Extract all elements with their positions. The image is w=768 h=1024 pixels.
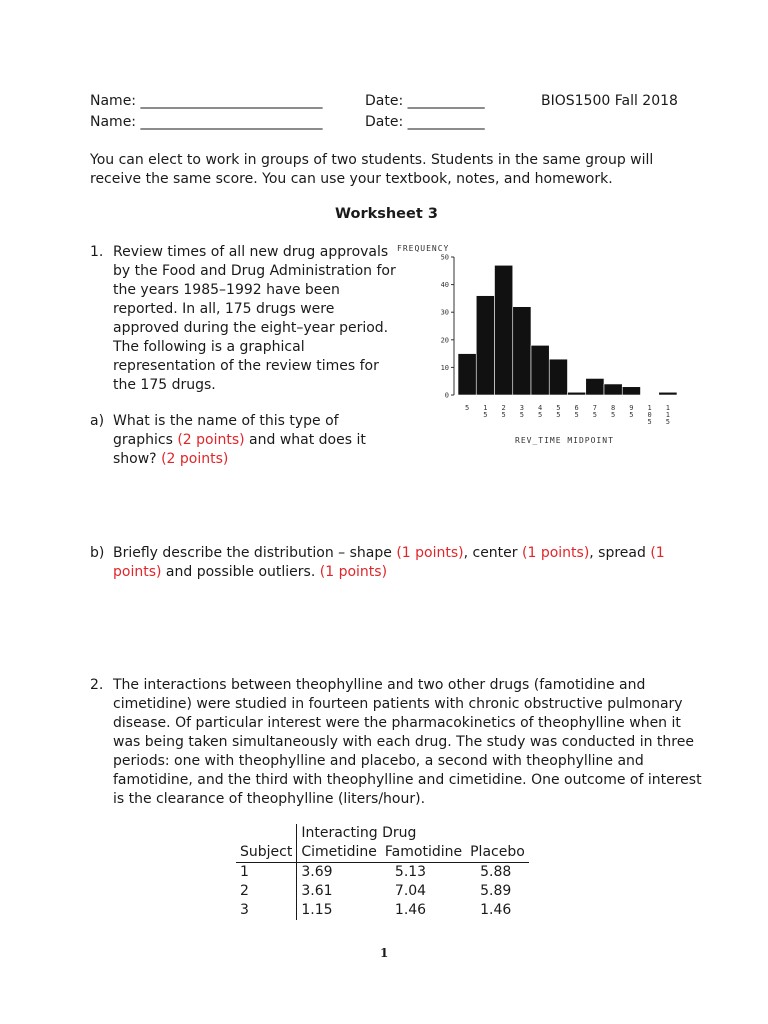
- x-tick-label: 7 5: [592, 404, 597, 419]
- histogram-bar: [495, 265, 513, 395]
- q1a-line-2: [113, 431, 366, 450]
- intro-line-1: You can elect to work in groups of two students. Students in the same group will: [90, 152, 654, 168]
- q1-line: representation of the review times for: [113, 358, 379, 374]
- q2-line: was being taken simultaneously with each drug. The study was conducted in three: [113, 734, 694, 750]
- x-tick-label: 8 5: [611, 404, 616, 419]
- q1b-text: and possible outliers.: [161, 564, 320, 580]
- x-tick-label: 1 1 5: [665, 404, 670, 426]
- x-tick-label: 9 5: [629, 404, 634, 419]
- q1a-text: and what does it: [244, 432, 366, 448]
- table-cell: 5.13: [394, 864, 427, 880]
- x-tick-label: 5 5: [556, 404, 561, 419]
- histogram-bar: [458, 354, 476, 395]
- table-row: [236, 901, 529, 920]
- histogram-bar: [476, 296, 494, 395]
- table-cell: 2: [236, 882, 297, 901]
- table-header: Placebo: [470, 844, 525, 860]
- x-tick-label: 6 5: [574, 404, 579, 419]
- q1a-text: show?: [113, 451, 162, 467]
- table-cell: 1.15: [301, 902, 333, 918]
- y-tick-label: 50: [440, 253, 449, 262]
- histogram-bar: [568, 392, 586, 395]
- table-cell: 5.88: [480, 864, 512, 880]
- y-tick-label: 40: [440, 281, 449, 290]
- table-header-row: [236, 843, 529, 863]
- histogram-bar: [659, 392, 677, 395]
- table-cell: [236, 824, 297, 843]
- course-label: BIOS1500 Fall 2018: [541, 93, 678, 109]
- points-label: (1 points): [319, 564, 388, 580]
- q1b-text: Briefly describe the distribution – shape: [113, 545, 397, 561]
- histogram-chart: [395, 242, 685, 452]
- table-cell: 3: [236, 901, 297, 920]
- q1b-line-1: [113, 544, 665, 563]
- q1a-label: a): [90, 413, 105, 429]
- histogram-bar: [513, 307, 531, 395]
- name-field-2[interactable]: Name: __________________________: [90, 114, 323, 130]
- q2-line: cimetidine) were studied in fourteen patients with chronic obstructive pulmonary: [113, 696, 683, 712]
- y-tick-label: 30: [440, 308, 449, 317]
- x-tick-label: 1 0 5: [647, 404, 652, 426]
- histogram-bar: [586, 378, 604, 395]
- x-tick-label: 2 5: [501, 404, 506, 419]
- q1-line: approved during the eight–year period.: [113, 320, 389, 336]
- page-number: 1: [380, 946, 389, 960]
- q1-line: the 175 drugs.: [113, 377, 216, 393]
- points-label: points): [113, 564, 162, 580]
- table-cell: 3.61: [301, 883, 333, 899]
- q1b-label: b): [90, 545, 105, 561]
- table-row: [236, 863, 529, 883]
- table-row: [236, 882, 529, 901]
- points-label: (1 points): [396, 545, 464, 561]
- q1-number: 1.: [90, 244, 104, 260]
- table-cell: 1.46: [394, 902, 427, 918]
- points-label: (2 points): [161, 451, 229, 467]
- table-group-header: Interacting Drug: [301, 825, 417, 841]
- table-cell: 5.89: [480, 883, 512, 899]
- histogram-bar: [622, 387, 640, 395]
- q1-line: reported. In all, 175 drugs were: [113, 301, 335, 317]
- table-cell: 1: [236, 863, 297, 883]
- q2-line: is the clearance of theophylline (liters/hour).: [113, 791, 426, 807]
- q2-line: periods: one with theophylline and placebo, a second with theophylline and: [113, 753, 644, 769]
- x-tick-label: 5: [465, 404, 470, 412]
- q1-line: The following is a graphical: [113, 339, 305, 355]
- name-field-1[interactable]: Name: __________________________: [90, 93, 323, 109]
- table-cell: 7.04: [394, 883, 427, 899]
- q1-line: Review times of all new drug approvals: [113, 244, 389, 260]
- table-header: Famotidine: [384, 844, 463, 860]
- x-axis-title: REV_TIME MIDPOINT: [515, 436, 614, 445]
- q1-line: the years 1985–1992 have been: [113, 282, 340, 298]
- table-cell: 3.69: [301, 864, 333, 880]
- y-axis-title: FREQUENCY: [397, 244, 450, 253]
- intro-line-2: receive the same score. You can use your textbook, notes, and homework.: [90, 171, 613, 187]
- points-label: (2 points): [177, 432, 245, 448]
- q1a-text: graphics: [113, 432, 178, 448]
- y-tick-label: 20: [440, 336, 449, 345]
- page-title: Worksheet 3: [335, 206, 438, 222]
- date-field-2[interactable]: Date: ___________: [365, 114, 485, 130]
- q2-line: famotidine, and the third with theophylline and cimetidine. One outcome of interest: [113, 772, 702, 788]
- points-label: (1: [650, 545, 665, 561]
- q2-line: disease. Of particular interest were the pharmacokinetics of theophylline when it: [113, 715, 681, 731]
- q1b-line-2: [113, 563, 387, 582]
- histogram-bar: [549, 359, 567, 395]
- q1-line: by the Food and Drug Administration for: [113, 263, 396, 279]
- x-tick-label: 3 5: [519, 404, 524, 419]
- q2-line: The interactions between theophylline and two other drugs (famotidine and: [113, 677, 646, 693]
- y-tick-label: 0: [444, 391, 449, 400]
- q1a-line-1: What is the name of this type of: [113, 413, 339, 429]
- histogram-bar: [604, 384, 622, 395]
- table-cell: 1.46: [480, 902, 512, 918]
- date-field-1[interactable]: Date: ___________: [365, 93, 485, 109]
- y-tick-label: 10: [440, 363, 449, 372]
- q1b-text: , spread: [589, 545, 651, 561]
- table-header: Cimetidine: [301, 844, 377, 860]
- table-row: [236, 824, 529, 843]
- table-header: Subject: [236, 843, 297, 863]
- q2-number: 2.: [90, 677, 104, 693]
- q1a-line-3: [113, 450, 228, 469]
- points-label: (1 points): [522, 545, 590, 561]
- clearance-table: [236, 824, 529, 920]
- x-tick-label: 4 5: [538, 404, 543, 419]
- histogram-bar: [531, 345, 549, 395]
- q1b-text: , center: [463, 545, 522, 561]
- x-tick-label: 1 5: [483, 404, 488, 419]
